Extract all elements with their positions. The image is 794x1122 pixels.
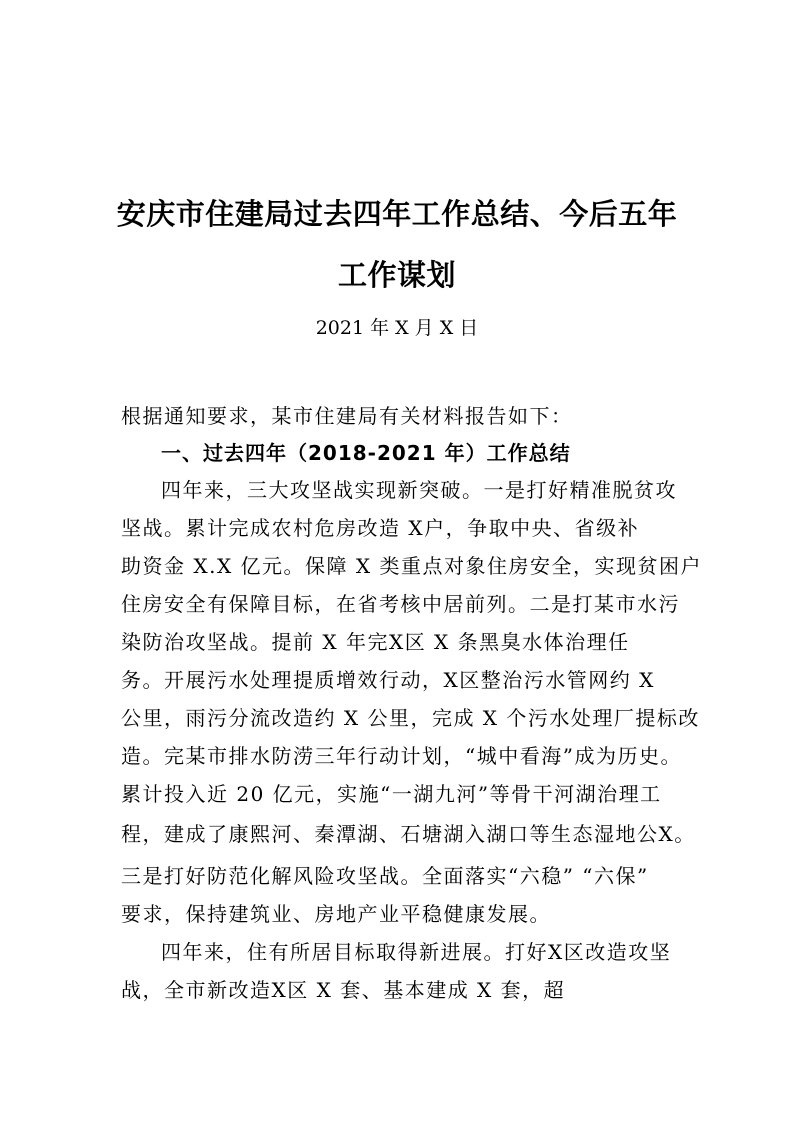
body-line: 累计投入近 20 亿元，实施“一湖九河”等骨干河湖治理工 [121, 782, 662, 806]
body-line: 四年来，住有所居目标取得新进展。打好X区改造攻坚 [161, 940, 672, 964]
body-line: 坚战。累计完成农村危房改造 X户，争取中央、省级补 [121, 516, 640, 540]
body-line: 住房安全有保障目标，在省考核中居前列。二是打某市水污 [121, 592, 680, 616]
body-line: 四年来，三大攻坚战实现新突破。一是打好精准脱贫攻 [161, 478, 677, 502]
document-title-line-2: 工作谋划 [337, 258, 456, 292]
body-line: 战，全市新改造X区 X 套、基本建成 X 套，超 [121, 978, 566, 1002]
body-line: 造。完某市排水防涝三年行动计划，“城中看海”成为历史。 [121, 744, 682, 768]
document-date: 2021 年 X 月 X 日 [315, 317, 479, 339]
body-line: 三是打好防范化解风险攻坚战。全面落实“六稳” “六保” [121, 864, 649, 888]
section-heading: 一、过去四年（2018-2021 年）工作总结 [161, 441, 571, 465]
body-line: 务。开展污水处理提质增效行动，X区整治污水管网约 X [121, 668, 655, 692]
body-line: 要求，保持建筑业、房地产业平稳健康发展。 [121, 902, 551, 926]
body-line: 程，建成了康熙河、秦潭湖、石塘湖入湖口等生态湿地公X。 [121, 822, 696, 846]
document-title-line-1: 安庆市住建局过去四年工作总结、今后五年 [116, 197, 678, 231]
body-line: 公里，雨污分流改造约 X 公里，完成 X 个污水处理厂提标改 [121, 706, 700, 730]
body-line: 染防治攻坚战。提前 X 年完X区 X 条黑臭水体治理任 [121, 630, 630, 654]
intro-paragraph: 根据通知要求，某市住建局有关材料报告如下： [121, 404, 573, 428]
body-line: 助资金 X.X 亿元。保障 X 类重点对象住房安全，实现贫困户 [121, 554, 703, 578]
